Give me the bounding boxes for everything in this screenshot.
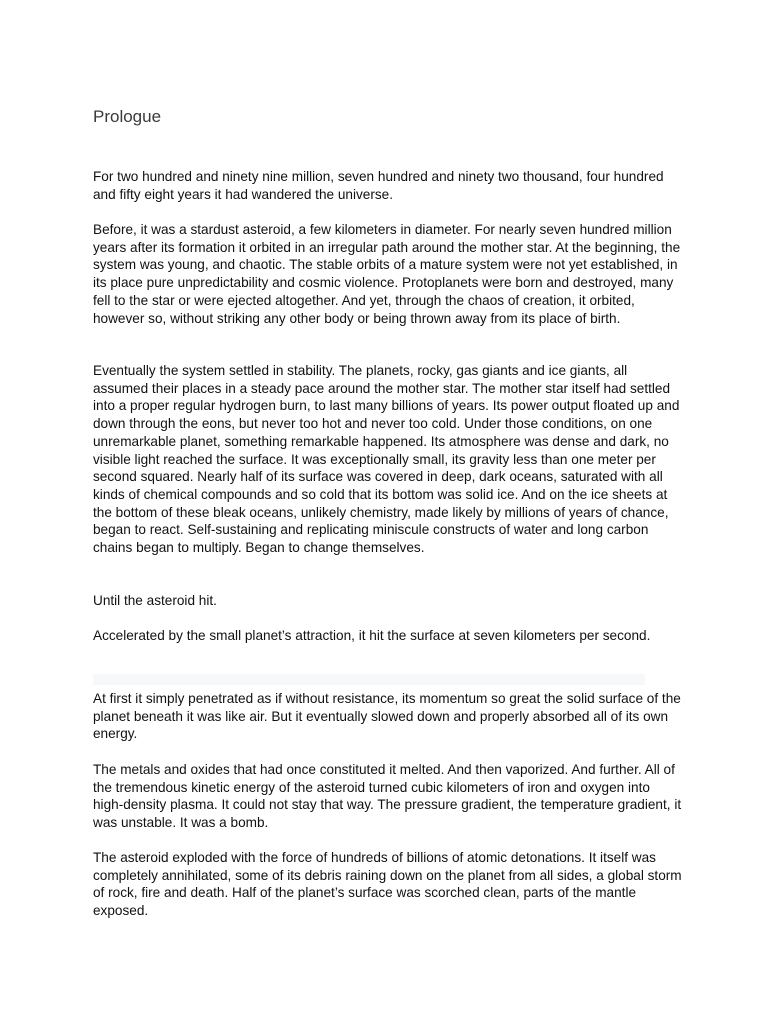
page-title: Prologue [93, 107, 162, 126]
paragraph-5: Accelerated by the small planet’s attraction, it hit the surface at seven kilometers per second. [93, 628, 651, 643]
section-divider [93, 674, 645, 685]
paragraph-2: Before, it was a stardust asteroid, a few kilometers in diameter. For nearly seven hundred million years after its formation it orbited in an irregular path around the mother star. At the beginning, the system was young, and chaotic. The stable orbits of a mature system were not yet established, in its place pure unpredictability and cosmic violence. Protoplanets were born and destroyed, many fell to the star or were ejected altogether. And yet, through the chaos of creation, it orbited, however so, without striking any other body or being thrown away from its place of birth. [93, 222, 681, 326]
paragraph-4: Until the asteroid hit. [93, 593, 217, 608]
paragraph-3: Eventually the system settled in stability. The planets, rocky, gas giants and ice giants, all assumed their places in a steady pace around the mother star. The mother star itself had settled into a proper regular hydrogen burn, to last many billions of years. Its power output floated up and down through the eons, but never too hot and never too cold. Under those conditions, on one unremarkable planet, something remarkable happened. Its atmosphere was dense and dark, no visible light reached the surface. It was exceptionally small, its gravity less than one meter per second squared. Nearly half of its surface was covered in deep, dark oceans, saturated with all kinds of chemical compounds and so cold that its bottom was solid ice. And on the ice sheets at the bottom of these bleak oceans, unlikely chemistry, made likely by millions of years of chance, began to react. Self-sustaining and replicating miniscule constructs of water and long carbon chains began to multiply. Began to change themselves. [93, 363, 680, 556]
paragraph-1: For two hundred and ninety nine million, seven hundred and ninety two thousand, four hundred and fifty eight years it had wandered the universe. [93, 169, 664, 202]
paragraph-6: At first it simply penetrated as if without resistance, its momentum so great the solid surface of the planet beneath it was like air. But it eventually slowed down and properly absorbed all of its own energy. [93, 691, 681, 742]
paragraph-8: The asteroid exploded with the force of hundreds of billions of atomic detonations. It itself was completely annihilated, some of its debris raining down on the planet from all sides, a global storm of rock, fire and death. Half of the planet’s surface was scorched clean, parts of the mantle exposed. [93, 850, 682, 919]
paragraph-7: The metals and oxides that had once constituted it melted. And then vaporized. And further. All of the tremendous kinetic energy of the asteroid turned cubic kilometers of iron and oxygen into high-density plasma. It could not stay that way. The pressure gradient, the temperature gradient, it was unstable. It was a bomb. [93, 762, 682, 831]
